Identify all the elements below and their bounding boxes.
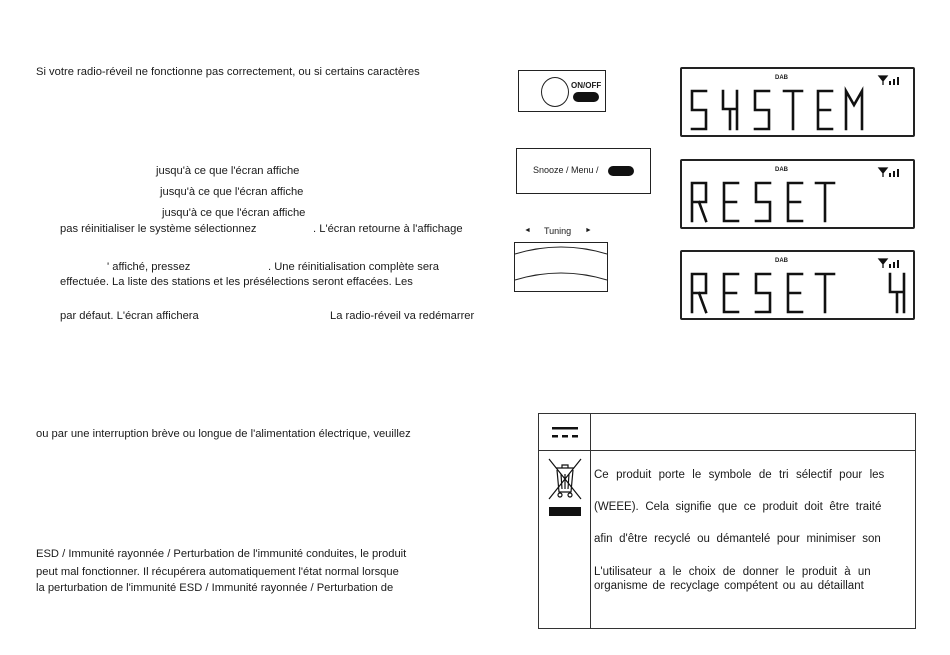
weee-text-1: Ce produit porte le symbole de tri sélectif pour les xyxy=(594,469,885,481)
step-line-4-left: pas réinitialiser le système sélectionnez xyxy=(60,223,257,235)
tuning-right-arrow-icon: ► xyxy=(585,227,592,234)
weee-line-2: (WEEE). Cela signifie que ce produit doit être traité xyxy=(594,501,882,513)
weee-line-3: afin d'être recyclé ou démantelé pour minimiser son xyxy=(594,533,881,545)
table-divider-vertical xyxy=(590,414,591,628)
step-line-2: jusqu'à ce que l'écran affiche xyxy=(160,186,304,198)
onoff-pill-icon xyxy=(573,92,599,102)
lcd-screen-reset-y xyxy=(680,250,915,320)
tuning-left-arrow-icon: ◄ xyxy=(524,227,531,234)
snooze-pill-icon xyxy=(608,166,634,176)
reset-line-3-right: La radio-réveil va redémarrer xyxy=(330,310,475,322)
dab-badge: DAB xyxy=(775,258,788,264)
lcd-screen-system xyxy=(680,67,915,137)
lcd-text-reset xyxy=(682,161,913,227)
tuning-dial-illustration xyxy=(514,242,608,292)
weee-table xyxy=(538,413,916,629)
lcd-text-system xyxy=(682,69,913,135)
onoff-label: ON/OFF xyxy=(571,81,602,90)
step-line-3: jusqu'à ce que l'écran affiche xyxy=(162,207,306,219)
dab-badge: DAB xyxy=(775,75,788,81)
power-knob-icon xyxy=(541,77,569,107)
tuning-label: Tuning xyxy=(544,226,572,236)
lcd-screen-reset xyxy=(680,159,915,229)
reset-line-1-a: ' affiché, pressez xyxy=(107,261,191,273)
onoff-button-illustration xyxy=(518,70,606,112)
step-line-1: jusqu'à ce que l'écran affiche xyxy=(156,165,300,177)
dc-current-icon xyxy=(550,422,580,442)
dab-badge: DAB xyxy=(775,167,788,173)
esd-line-1: ESD / Immunité rayonnée / Perturbation de l'immunité conduites, le produit xyxy=(36,548,407,560)
lcd-text-reset-y xyxy=(682,252,913,318)
table-divider-horizontal xyxy=(539,450,915,451)
intro-line: Si votre radio-réveil ne fonctionne pas correctement, ou si certains caractères xyxy=(36,66,420,78)
snooze-menu-label: Snooze / Menu / xyxy=(533,165,599,175)
step-line-4-right: . L'écran retourne à l'affichage xyxy=(313,223,463,235)
power-line: ou par une interruption brève ou longue de l'alimentation électrique, veuillez xyxy=(36,428,411,440)
esd-line-2: peut mal fonctionner. Il récupérera automatiquement l'état normal lorsque xyxy=(36,566,399,578)
snooze-menu-button-illustration xyxy=(516,148,651,194)
reset-line-2: effectuée. La liste des stations et les présélections seront effacées. Les xyxy=(60,276,413,288)
weee-line-5: organisme de recyclage compétent ou au détaillant xyxy=(594,580,864,592)
weee-crossed-bin-icon xyxy=(546,456,584,520)
reset-line-3-left: par défaut. L'écran affichera xyxy=(60,310,199,322)
weee-line-1 xyxy=(594,469,912,482)
reset-line-1-b: . Une réinitialisation complète sera xyxy=(268,261,440,273)
esd-line-3: la perturbation de l'immunité ESD / Immunité rayonnée / Perturbation de xyxy=(36,582,394,594)
weee-line-4: L'utilisateur a le choix de donner le produit à un xyxy=(594,566,871,578)
